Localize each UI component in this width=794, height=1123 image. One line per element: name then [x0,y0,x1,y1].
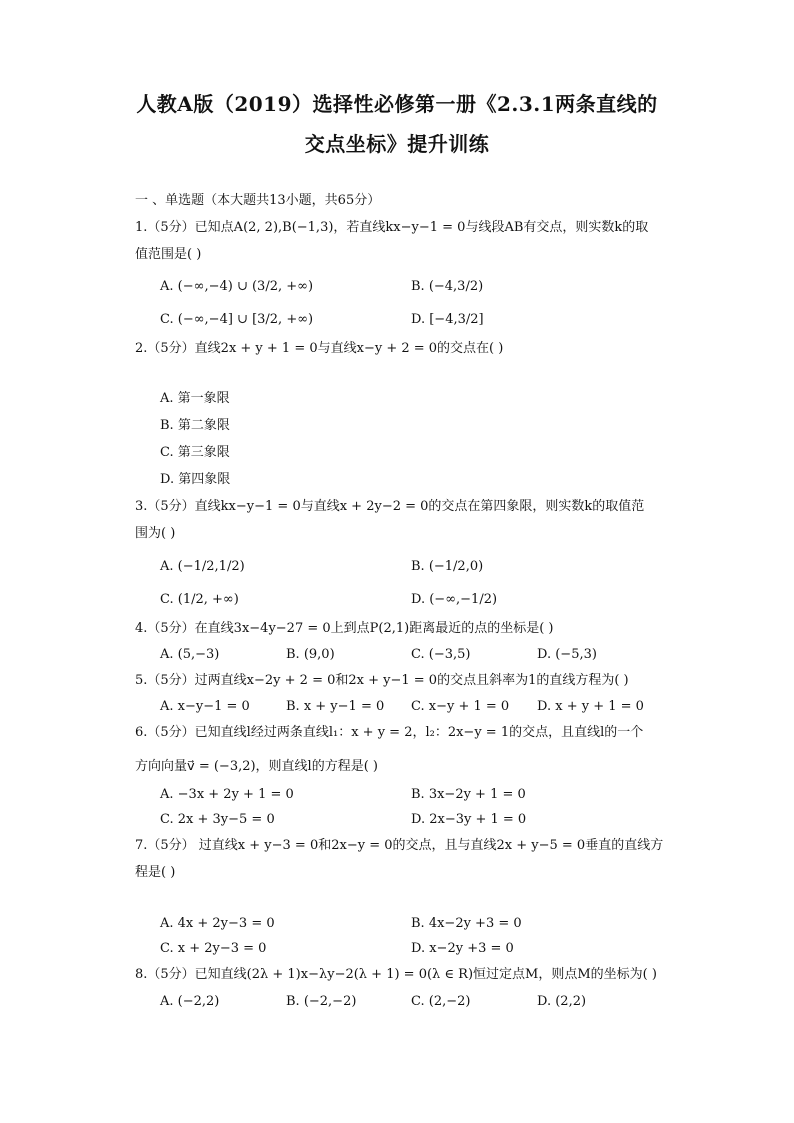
question-5-option-a: A. x−y−1 = 0 [160,699,250,714]
question-8-option-a: A. (−2,2) [160,994,220,1009]
question-8-option-d: D. (2,2) [537,994,587,1009]
question-6-option-b: B. 3x−2y + 1 = 0 [411,787,526,802]
question-5-option-c: C. x−y + 1 = 0 [411,699,510,714]
question-6-text-cont: 方向向量v⃗ = (−3,2)，则直线l的方程是( ) [135,759,378,774]
section-heading: 一 、单选题（本大题共13小题，共65分） [135,193,381,208]
question-1-option-a: A. (−∞,−4) ∪ (3/2, +∞) [160,279,314,294]
question-1-option-b: B. (−4,3/2) [411,279,484,294]
question-4-option-b: B. (9,0) [286,647,335,662]
question-7-option-d: D. x−2y +3 = 0 [411,941,514,956]
question-5-text: 5.（5分）过两直线x−2y + 2 = 0和2x + y−1 = 0的交点且斜率为1的直线方程为( ) [135,673,629,688]
question-7-option-a: A. 4x + 2y−3 = 0 [160,916,275,931]
question-3-option-c: C. (1/2, +∞) [160,592,239,607]
question-7-option-c: C. x + 2y−3 = 0 [160,941,267,956]
document-title-line-1: 人教A版（2019）选择性必修第一册《2.3.1两条直线的 [136,92,658,116]
question-7-text: 7.（5分） 过直线x + y−3 = 0和2x−y = 0的交点，且与直线2x + y−5 = 0垂直的直线方 [135,838,664,853]
question-3-option-a: A. (−1/2,1/2) [160,559,245,574]
question-1-text-cont: 值范围是( ) [135,247,202,262]
question-6-option-c: C. 2x + 3y−5 = 0 [160,812,275,827]
question-4-option-a: A. (5,−3) [160,647,220,662]
question-2-option-a: A. 第一象限 [160,391,230,406]
question-8-option-c: C. (2,−2) [411,994,471,1009]
question-3-option-b: B. (−1/2,0) [411,559,484,574]
question-2-option-c: C. 第三象限 [160,445,230,460]
question-6-option-d: D. 2x−3y + 1 = 0 [411,812,527,827]
question-7-option-b: B. 4x−2y +3 = 0 [411,916,522,931]
question-7-text-cont: 程是( ) [135,865,176,880]
question-3-text: 3.（5分）直线kx−y−1 = 0与直线x + 2y−2 = 0的交点在第四象限，则实数k的取值范 [135,499,645,514]
question-5-option-d: D. x + y + 1 = 0 [537,699,644,714]
question-8-text: 8.（5分）已知直线(2λ + 1)x−λy−2(λ + 1) = 0(λ ∈ R)恒过定点M，则点M的坐标为( ) [135,967,657,982]
question-2-option-b: B. 第二象限 [160,418,230,433]
document-title-line-2: 交点坐标》提升训练 [304,132,490,156]
question-1-option-c: C. (−∞,−4] ∪ [3/2, +∞) [160,312,314,327]
question-8-option-b: B. (−2,−2) [286,994,357,1009]
question-3-text-cont: 围为( ) [135,526,176,541]
question-1-option-d: D. [−4,3/2] [411,312,484,327]
question-6-text: 6.（5分）已知直线l经过两条直线l₁：x + y = 2，l₂：2x−y = 1的交点，且直线l的一个 [135,725,644,740]
question-1-text: 1.（5分）已知点A(2, 2),B(−1,3)，若直线kx−y−1 = 0与线段AB有交点，则实数k的取 [135,220,649,235]
question-2-text: 2.（5分）直线2x + y + 1 = 0与直线x−y + 2 = 0的交点在( ) [135,341,504,356]
question-2-option-d: D. 第四象限 [160,472,231,487]
question-4-option-c: C. (−3,5) [411,647,471,662]
question-6-option-a: A. −3x + 2y + 1 = 0 [160,787,294,802]
question-4-text: 4.（5分）在直线3x−4y−27 = 0上到点P(2,1)距离最近的点的坐标是( ) [135,621,554,636]
question-5-option-b: B. x + y−1 = 0 [286,699,385,714]
question-4-option-d: D. (−5,3) [537,647,597,662]
question-3-option-d: D. (−∞,−1/2) [411,592,498,607]
